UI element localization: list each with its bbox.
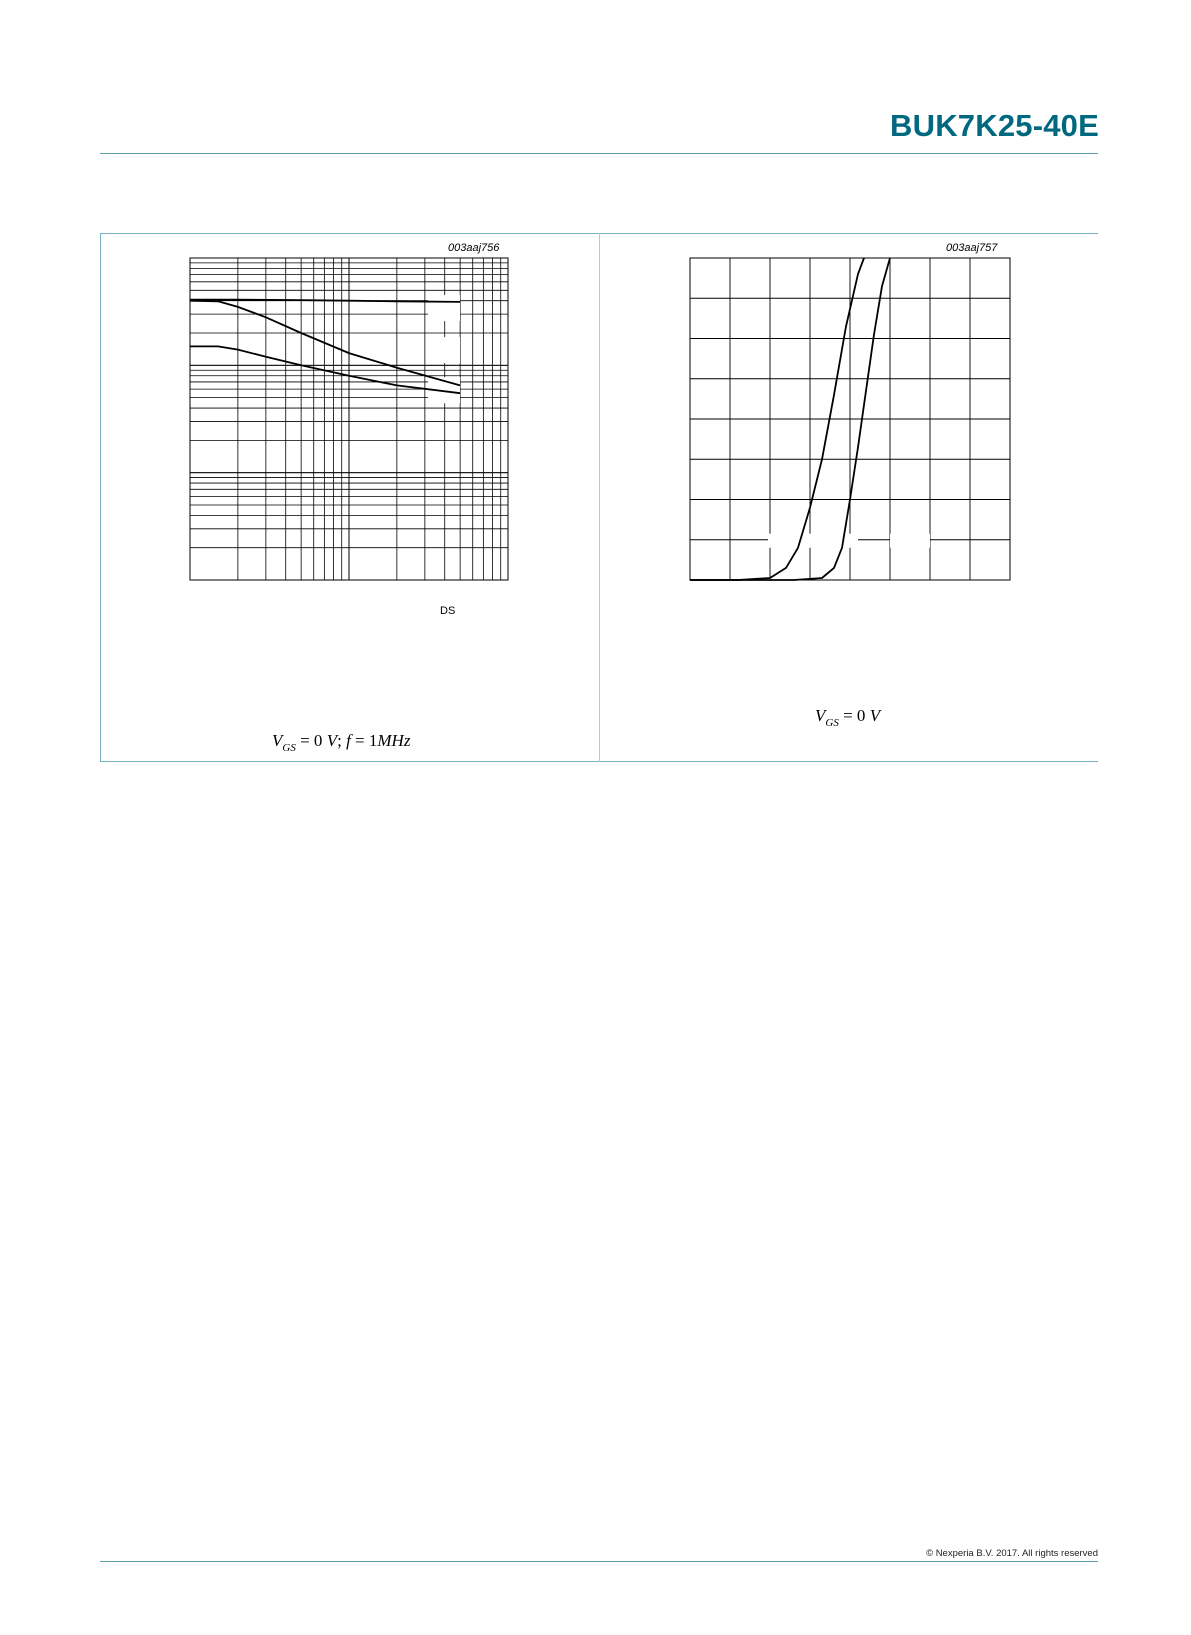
- series-line-2: [190, 346, 460, 393]
- series-line-1: [190, 301, 460, 386]
- copyright: © Nexperia B.V. 2017. All rights reserved: [926, 1548, 1098, 1559]
- label-knockout: [428, 337, 460, 363]
- condition-right: $V_{GS} = 0$ V: [815, 706, 881, 729]
- condition-left: $V_{GS} = 0$ V; f = 1MHz: [272, 731, 411, 754]
- header-rule: [100, 153, 1098, 154]
- document-title: BUK7K25-40E: [890, 108, 1099, 143]
- figure-code-left: 003aaj756: [448, 242, 500, 254]
- figure-divider: [599, 233, 600, 762]
- x-axis-fragment: DS: [440, 605, 456, 617]
- label-knockout: [890, 534, 930, 548]
- figure-code-right: 003aaj757: [946, 242, 998, 254]
- capacitance-chart: [190, 258, 508, 580]
- footer-rule: [100, 1561, 1098, 1562]
- diode-chart: [690, 258, 1010, 580]
- label-knockout: [428, 295, 460, 321]
